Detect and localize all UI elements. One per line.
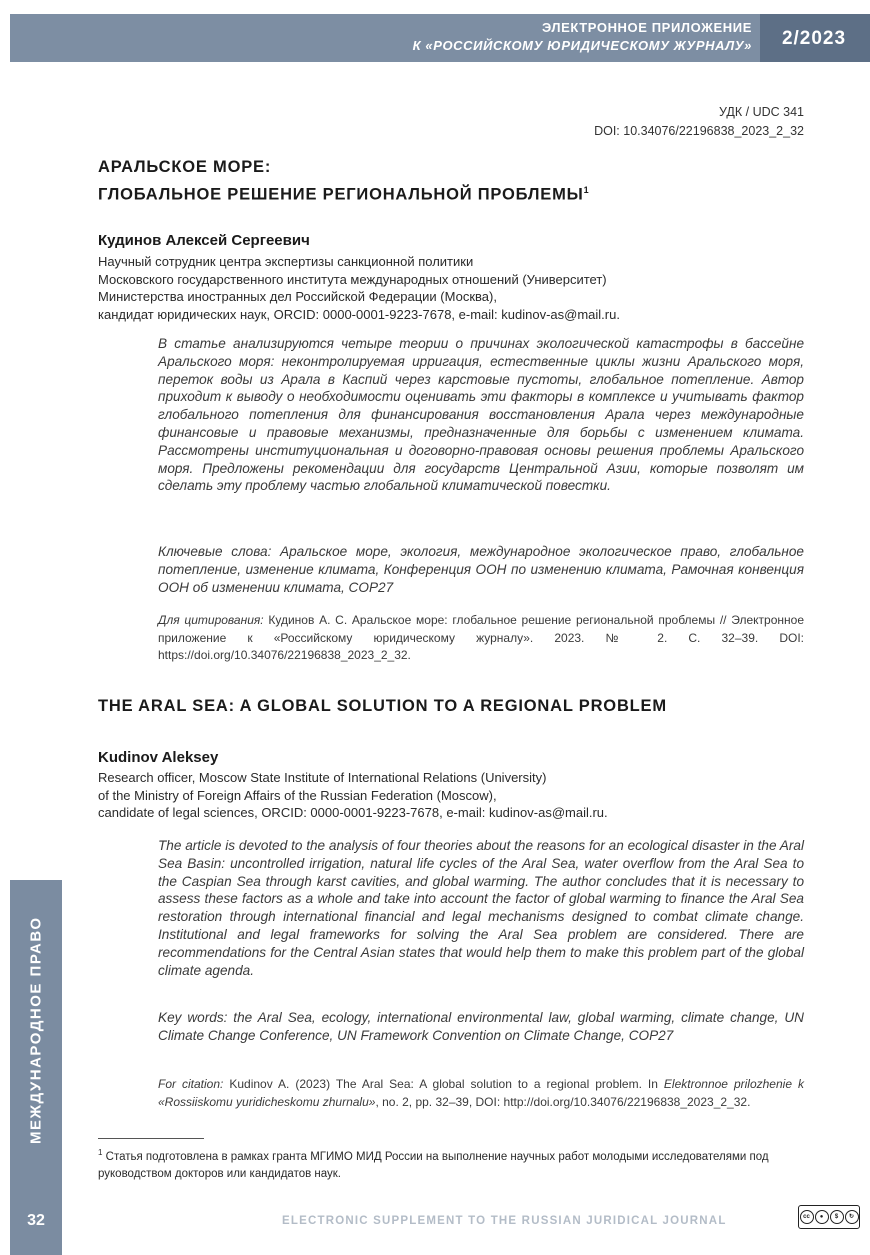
citation-label-ru: Для цитирования: — [158, 613, 264, 627]
keywords-en: Key words: the Aral Sea, ecology, international environmental law, global warming, climate change, UN Climate Change Conference, UN Framework Convention on Climate Change, COP27 — [158, 1010, 804, 1043]
article-title-ru — [98, 156, 589, 207]
affiliation-line: Research officer, Moscow State Institute of International Relations (University) — [98, 770, 547, 785]
doi-code: DOI: 10.34076/22196838_2023_2_32 — [594, 124, 804, 138]
affiliation-line: кандидат юридических наук, ORCID: 0000-0001-9223-7678, e-mail: kudinov-as@mail.ru. — [98, 306, 620, 322]
title-ru-line2-text: ГЛОБАЛЬНОЕ РЕШЕНИЕ РЕГИОНАЛЬНОЙ ПРОБЛЕМЫ — [98, 185, 584, 204]
udc-code: УДК / UDC 341 — [719, 105, 804, 119]
nc-icon: $ — [830, 1210, 844, 1224]
footnote-divider — [98, 1138, 204, 1139]
footnote — [98, 1144, 804, 1183]
keywords-ru: Ключевые слова: Аральское море, экология, международное экологическое право, глобальное потепление, изменение климата, Конференция ООН по изменению климата, Рамочная конвенция ООН об изменении климата, COP27 — [158, 544, 804, 595]
affiliation-line: Научный сотрудник центра экспертизы санкционной политики — [98, 254, 474, 269]
footnote-ref[interactable]: 1 — [583, 185, 590, 195]
citation-journal-en: Elektronnoe prilozhenie k «Rossiiskomu yuridicheskomu zhurnalu» — [158, 1077, 804, 1109]
sa-icon: ↻ — [845, 1210, 859, 1224]
abstract-ru: В статье анализируются четыре теории о причинах экологической катастрофы в бассейне Аральского моря: неконтролируемая ирригация, естественные циклы жизни Аральского моря, переток воды из Арала в Каспий через карстовые пустоты, глобальное потепление. Автор приходит к выводу о необходимости оценивать эти факторы в комплексе и учитывать фактор глобального потепления для финансирования восстановления Арала через международные финансовые и правовые механизмы, предназначенные для борьбы с изменением климата. Рассмотрены институциональная и договорно-правовая основы решения проблемы Аральского моря. Предложены рекомендации для государств Центральной Азии, которые позволят им сделать эту проблему частью глобальной климатической повестки. — [158, 336, 804, 494]
title-ru-line2 — [98, 179, 589, 207]
affiliation-line: of the Ministry of Foreign Affairs of the Russian Federation (Moscow), — [98, 787, 497, 803]
cc-icon: cc — [800, 1210, 814, 1224]
cc-license-badge[interactable] — [798, 1205, 860, 1229]
affiliation-line: Министерства иностранных дел Российской Федерации (Москва), — [98, 289, 497, 304]
citation-en — [158, 1076, 804, 1111]
author-name-ru: Кудинов Алексей Сергеевич — [98, 232, 310, 249]
author-affiliation-en — [98, 769, 608, 822]
footnote-text: Статья подготовлена в рамках гранта МГИМО МИД России на выполнение научных работ молодыми исследователями под руководством докторов или кандидатов наук. — [98, 1150, 769, 1180]
citation-text-ru: Кудинов А. С. Аральское море: глобальное решение региональной проблемы // Электронное приложение к «Российскому юридическому журналу». 2023. № 2. С. 32–39. DOI: https://doi.org/10.34076/22196838_2023_2_32. — [158, 613, 804, 662]
by-icon: ● — [815, 1210, 829, 1224]
footer-journal-name: ELECTRONIC SUPPLEMENT TO THE RUSSIAN JURIDICAL JOURNAL — [282, 1215, 727, 1227]
title-ru-line1: АРАЛЬСКОЕ МОРЕ: — [98, 158, 272, 176]
citation-ru — [158, 612, 804, 665]
citation-label-en: For citation: — [158, 1077, 224, 1091]
journal-title-line1: ЭЛЕКТРОННОЕ ПРИЛОЖЕНИЕ — [542, 20, 752, 35]
citation-text-en: Kudinov A. (2023) The Aral Sea: A global solution to a regional problem. In — [223, 1077, 664, 1091]
journal-title-line2: К «РОССИЙСКОМУ ЮРИДИЧЕСКОМУ ЖУРНАЛУ» — [412, 38, 752, 53]
journal-header — [0, 0, 870, 72]
abstract-en: The article is devoted to the analysis of four theories about the reasons for an ecological disaster in the Aral Sea Basin: uncontrolled irrigation, natural life cycles of the Aral Sea, water overflow from the Aral Sea to the Caspian Sea through karst cavities, and global warming. The author concludes that it is necessary to assess these factors as a whole and take into account the factor of global warming to finance the Aral Sea restoration through international financial and legal mechanisms designed to combat climate change. Institutional and legal frameworks for solving the Aral Sea problem are considered. There are recommendations for the Central Asian states that would help them to make this problem part of the global climate agenda. — [158, 838, 804, 978]
footnote-mark: 1 — [98, 1148, 103, 1157]
affiliation-line: candidate of legal sciences, ORCID: 0000-0001-9223-7678, e-mail: kudinov-as@mail.ru. — [98, 805, 608, 820]
affiliation-line: Московского государственного института международных отношений (Университет) — [98, 271, 607, 287]
issue-number: 2/2023 — [781, 28, 847, 49]
author-affiliation-ru — [98, 253, 620, 323]
author-name-en: Kudinov Aleksey — [98, 749, 219, 766]
page-number: 32 — [27, 1212, 45, 1229]
article-title-en: THE ARAL SEA: A GLOBAL SOLUTION TO A REGIONAL PROBLEM — [98, 697, 667, 715]
rubric-label: МЕЖДУНАРОДНОЕ ПРАВО — [27, 916, 45, 1144]
citation-tail-en: , no. 2, pp. 32–39, DOI: http://doi.org/10.34076/22196838_2023_2_32. — [375, 1094, 751, 1109]
